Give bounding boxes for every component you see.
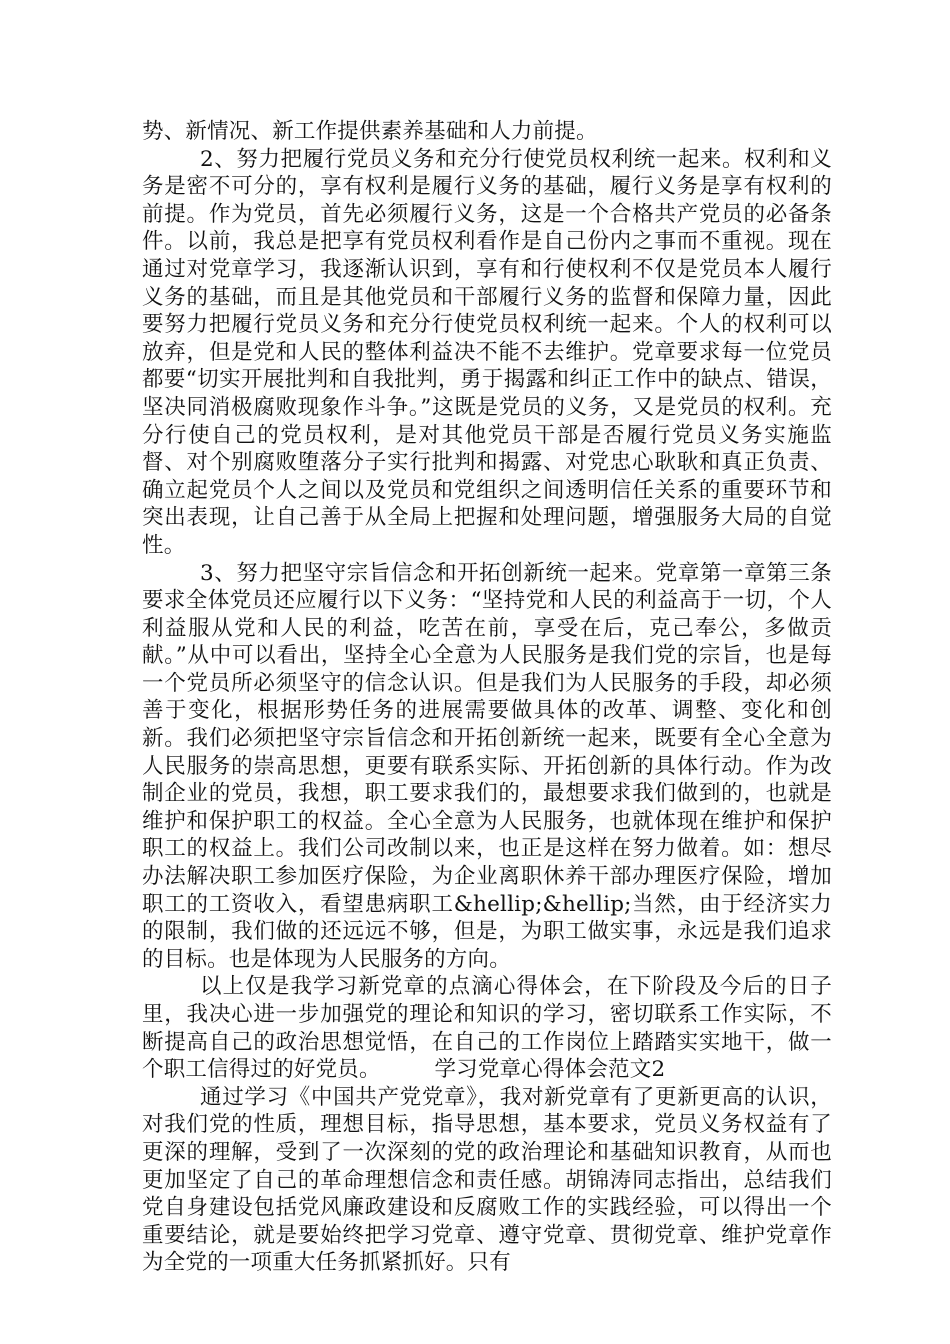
document-body bbox=[142, 118, 832, 1277]
paragraph-example-2-intro: 通过学习《中国共产党党章》，我对新党章有了更新更高的认识，对我们党的性质，理想目标，指导思想，基本要求，党员义务权益有了更深的理解，受到了一次深刻的党的政治理论和基础知识教育，从而也更加坚定了自己的革命理想信念和责任感。胡锦涛同志指出，总结我们党自身建设包括党风廉政建设和反腐败工作的实践经验，可以得出一个重要结论，就是要始终把学习党章、遵守党章、贯彻党章、维护党章作为全党的一项重大任务抓紧抓好。只有 bbox=[142, 1084, 832, 1276]
paragraph-continuation: 势、新情况、新工作提供素养基础和人力前提。 bbox=[142, 119, 598, 144]
paragraph-duty-and-rights: 2、努力把履行党员义务和充分行使党员权利统一起来。权利和义务是密不可分的，享有权利是履行义务的基础，履行义务是享有权利的前提。作为党员，首先必须履行义务，这是一个合格共产党员的必备条件。以前，我总是把享有党员权利看作是自己份内之事而不重视。现在通过对党章学习，我逐渐认识到，享有和行使权利不仅是党员本人履行义务的基础，而且是其他党员和干部履行义务的监督和保障力量，因此要努力把履行党员义务和充分行使党员权利统一起来。个人的权利可以放弃，但是党和人民的整体利益决不能不去维护。党章要求每一位党员都要“切实开展批判和自我批判，勇于揭露和纠正工作中的缺点、错误，坚决同消极腐败现象作斗争。”这既是党员的义务，又是党员的权利。充分行使自己的党员权利，是对其他党员干部是否履行党员义务实施监督、对个别腐败堕落分子实行批判和揭露、对党忠心耿耿和真正负责、确立起党员个人之间以及党员和党组织之间透明信任关系的重要环节和突出表现，让自己善于从全局上把握和处理问题，增强服务大局的自觉性。 bbox=[142, 146, 832, 558]
section-heading-example-2: 学习党章心得体会范文2 bbox=[434, 1057, 666, 1083]
paragraph-purpose-and-innovation: 3、努力把坚守宗旨信念和开拓创新统一起来。党章第一章第三条要求全体党员还应履行以下义务：“坚持党和人民的利益高于一切，个人利益服从党和人民的利益，吃苦在前，享受在后，克己奉公，多做贡献。”从中可以看出，坚持全心全意为人民服务是我们党的宗旨，也是每一个党员所必须坚守的信念认识。但是我们为人民服务的手段，却必须善于变化，根据形势任务的进展需要做具体的改革、调整、变化和创新。我们必须把坚守宗旨信念和开拓创新统一起来，既要有全心全意为人民服务的崇高思想，更要有联系实际、开拓创新的具体行动。作为改制企业的党员，我想，职工要求我们的，最想要求我们做到的，也就是维护和保护职工的权益。全心全意为人民服务，也就体现在维护和保护职工的权益上。我们公司改制以来，也正是这样在努力做着。如：想尽办法解决职工参加医疗保险，为企业离职休养干部办理医疗保险，增加职工的工资收入，看望患病职工&hellip;&hellip;当然，由于经济实力的限制，我们做的还远远不够，但是，为职工做实事，永远是我们追求的目标。也是体现为人民服务的方向。 bbox=[142, 560, 832, 972]
conclusion-text: 以上仅是我学习新党章的点滴心得体会，在下阶段及今后的日子里，我决心进一步加强党的理论和知识的学习，密切联系工作实际，不断提高自己的政治思想觉悟，在自己的工作岗位上踏踏实实地干，做一个职工信得过的好党员。 bbox=[142, 974, 832, 1083]
paragraph-conclusion bbox=[142, 973, 832, 1083]
